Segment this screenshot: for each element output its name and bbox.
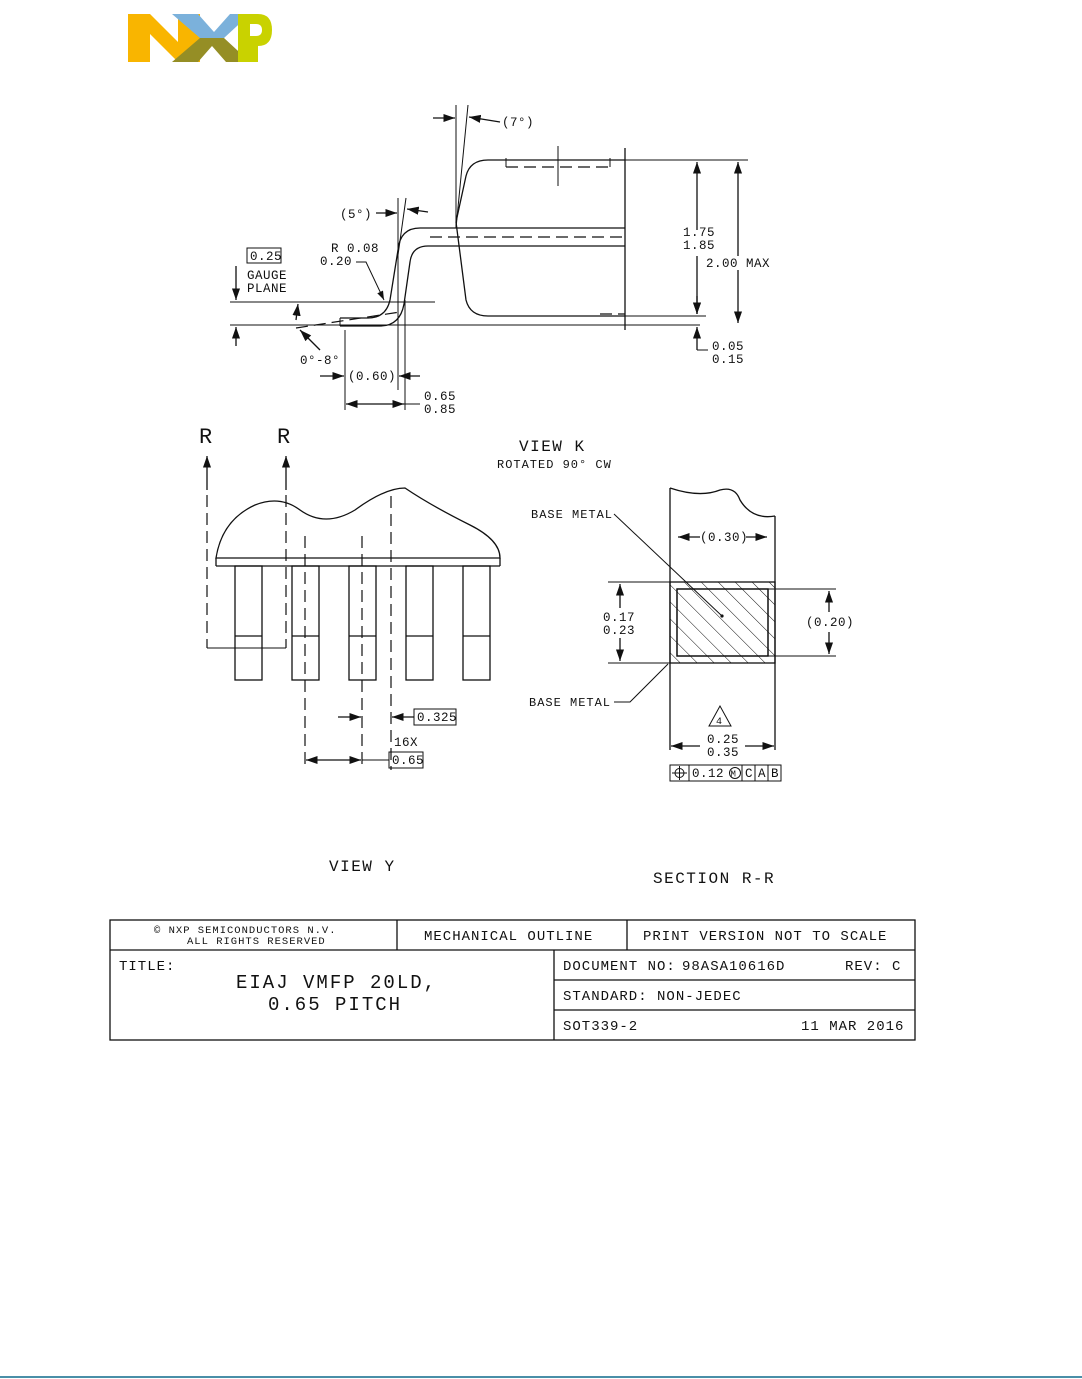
outline-type: MECHANICAL OUTLINE bbox=[424, 929, 594, 945]
view-k-subtitle: ROTATED 90° CW bbox=[497, 458, 612, 472]
datum-c: C bbox=[745, 767, 754, 781]
side-view bbox=[230, 105, 770, 417]
title-line-1: EIAJ VMFP 20LD, bbox=[236, 972, 438, 994]
datum-b: B bbox=[771, 767, 780, 781]
width-ref-label: (0.30) bbox=[700, 531, 749, 545]
angle-5-label: (5°) bbox=[340, 208, 373, 222]
view-y-label: VIEW Y bbox=[329, 858, 396, 876]
thickness-min: 0.17 bbox=[603, 611, 636, 625]
copyright-line-2: ALL RIGHTS RESERVED bbox=[187, 936, 326, 948]
radius-label-2: 0.20 bbox=[320, 255, 353, 269]
thickness-max: 0.23 bbox=[603, 624, 636, 638]
height-max: 1.85 bbox=[683, 239, 716, 253]
standoff-min: 0.05 bbox=[712, 340, 745, 354]
rev-value: C bbox=[892, 959, 902, 975]
footer-rule bbox=[0, 1376, 1082, 1378]
angle-7-label: (7°) bbox=[502, 116, 535, 130]
half-pitch-value: 0.325 bbox=[417, 711, 458, 725]
radius-label-1: R 0.08 bbox=[331, 242, 380, 256]
title-block bbox=[110, 920, 915, 1040]
view-k-title: VIEW K bbox=[519, 438, 586, 456]
height-min: 1.75 bbox=[683, 226, 716, 240]
width-min: 0.25 bbox=[707, 733, 740, 747]
note-number: 4 bbox=[716, 717, 723, 728]
section-label: SECTION R-R bbox=[653, 870, 776, 888]
print-note: PRINT VERSION NOT TO SCALE bbox=[643, 929, 888, 945]
nxp-logo bbox=[128, 14, 272, 62]
gauge-value: 0.25 bbox=[250, 250, 283, 264]
thickness-ref-label: (0.20) bbox=[806, 616, 855, 630]
tolerance-value: 0.12 bbox=[692, 767, 725, 781]
gauge-label-2: PLANE bbox=[247, 282, 288, 296]
pitch-value: 0.65 bbox=[392, 754, 425, 768]
standoff-max: 0.15 bbox=[712, 353, 745, 367]
foot-length-min: 0.65 bbox=[424, 390, 457, 404]
copyright-line-1: © NXP SEMICONDUCTORS N.V. bbox=[154, 925, 337, 937]
base-metal-top-label: BASE METAL bbox=[531, 508, 614, 522]
foot-ref-label: (0.60) bbox=[348, 370, 397, 384]
document-label: DOCUMENT NO: bbox=[563, 959, 676, 975]
standard: STANDARD: NON-JEDEC bbox=[563, 989, 742, 1005]
package-code: SOT339-2 bbox=[563, 1019, 639, 1035]
document-number: 98ASA10616D bbox=[682, 959, 786, 975]
pitch-count: 16X bbox=[394, 736, 419, 750]
section-mark-right: R bbox=[277, 425, 291, 450]
section-mark-left: R bbox=[199, 425, 213, 450]
height-total: 2.00 MAX bbox=[706, 257, 771, 271]
title-label: TITLE: bbox=[119, 959, 176, 975]
rev-label: REV: bbox=[845, 959, 883, 975]
foot-length-max: 0.85 bbox=[424, 403, 457, 417]
datum-a: A bbox=[758, 767, 767, 781]
angle-range-label: 0°-8° bbox=[300, 354, 341, 368]
gauge-label-1: GAUGE bbox=[247, 269, 288, 283]
view-k-section bbox=[497, 438, 854, 888]
base-metal-bottom-label: BASE METAL bbox=[529, 696, 612, 710]
width-max: 0.35 bbox=[707, 746, 740, 760]
view-y bbox=[199, 425, 500, 876]
title-line-2: 0.65 PITCH bbox=[268, 994, 403, 1016]
release-date: 11 MAR 2016 bbox=[801, 1019, 905, 1035]
position-tolerance-frame bbox=[670, 765, 781, 781]
tolerance-modifier: M bbox=[730, 769, 736, 780]
